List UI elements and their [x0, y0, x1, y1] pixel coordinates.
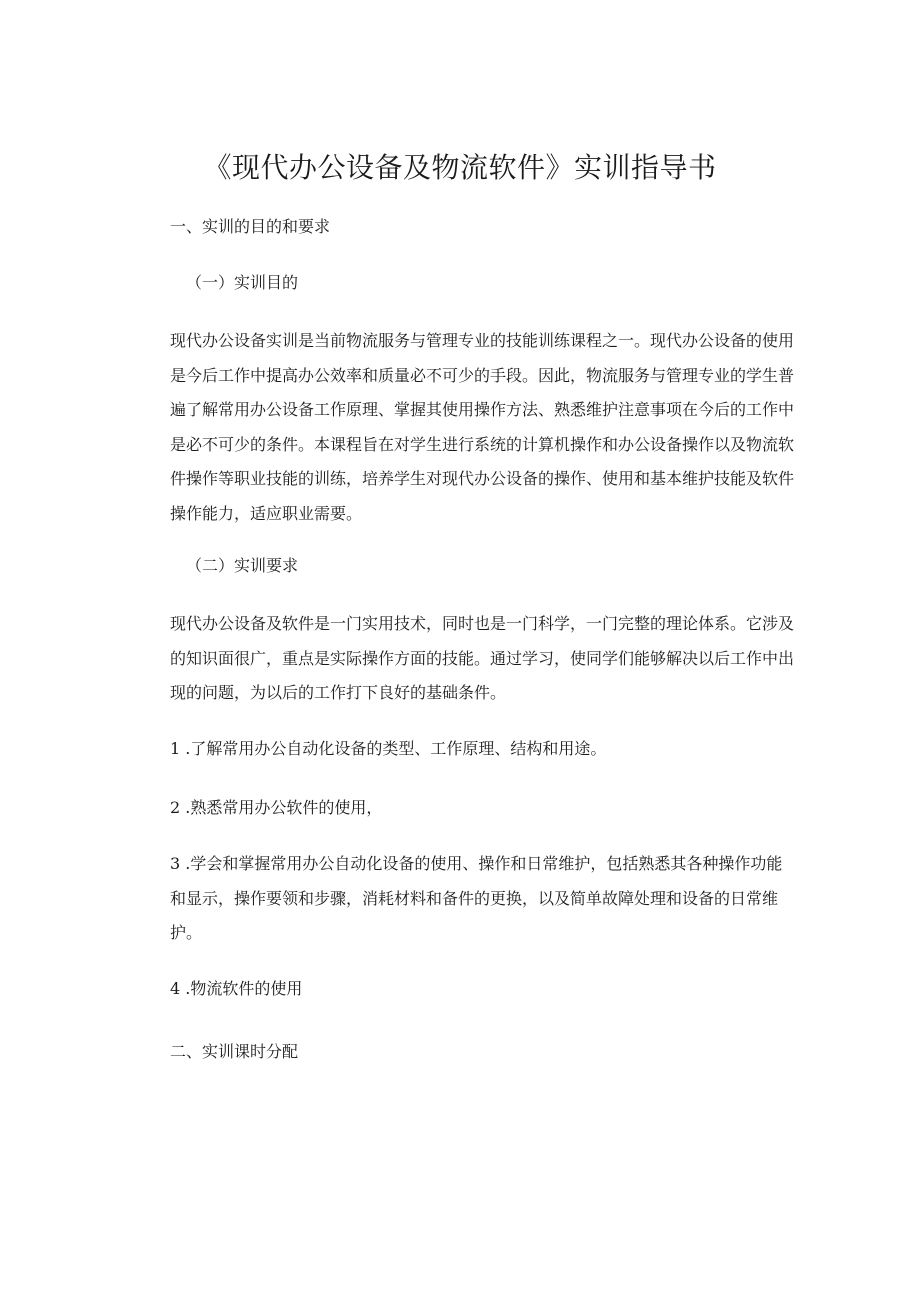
- subsection-2-paragraph: 现代办公设备及软件是一门实用技术，同时也是一门科学，一门完整的理论体系。它涉及的知识面很广，重点是实际操作方面的技能。通过学习，使同学们能够解决以后工作中出现的问题，为以后的工作打下良好的基础条件。: [170, 614, 795, 702]
- requirement-item-2: 2 .熟悉常用办公软件的使用，: [170, 798, 383, 817]
- section-2-heading: 二、实训课时分配: [170, 1042, 299, 1061]
- document-title: 《现代办公设备及物流软件》实训指导书: [203, 151, 717, 184]
- requirement-item-1: 1 .了解常用办公自动化设备的类型、工作原理、结构和用途。: [170, 739, 607, 758]
- subsection-2-heading: （二）实训要求: [186, 556, 299, 575]
- subsection-1-paragraph: 现代办公设备实训是当前物流服务与管理专业的技能训练课程之一。现代办公设备的使用是今后工作中提高办公效率和质量必不可少的手段。因此，物流服务与管理专业的学生普遍了解常用办公设备工作原理、掌握其使用操作方法、熟悉维护注意事项在今后的工作中是必不可少的条件。本课程旨在对学生进行系统的计算机操作和办公设备操作以及物流软件操作等职业技能的训练，培养学生对现代办公设备的操作、使用和基本维护技能及软件操作能力，适应职业需要。: [170, 331, 795, 523]
- requirement-item-3: 3 .学会和掌握常用办公自动化设备的使用、操作和日常维护，包括熟悉其各种操作功能和显示，操作要领和步骤，消耗材料和备件的更换，以及简单故障处理和设备的日常维护。: [170, 854, 783, 942]
- subsection-1-heading: （一）实训目的: [186, 273, 299, 292]
- requirement-item-4: 4 .物流软件的使用: [170, 979, 303, 998]
- section-1-heading: 一、实训的目的和要求: [170, 217, 331, 236]
